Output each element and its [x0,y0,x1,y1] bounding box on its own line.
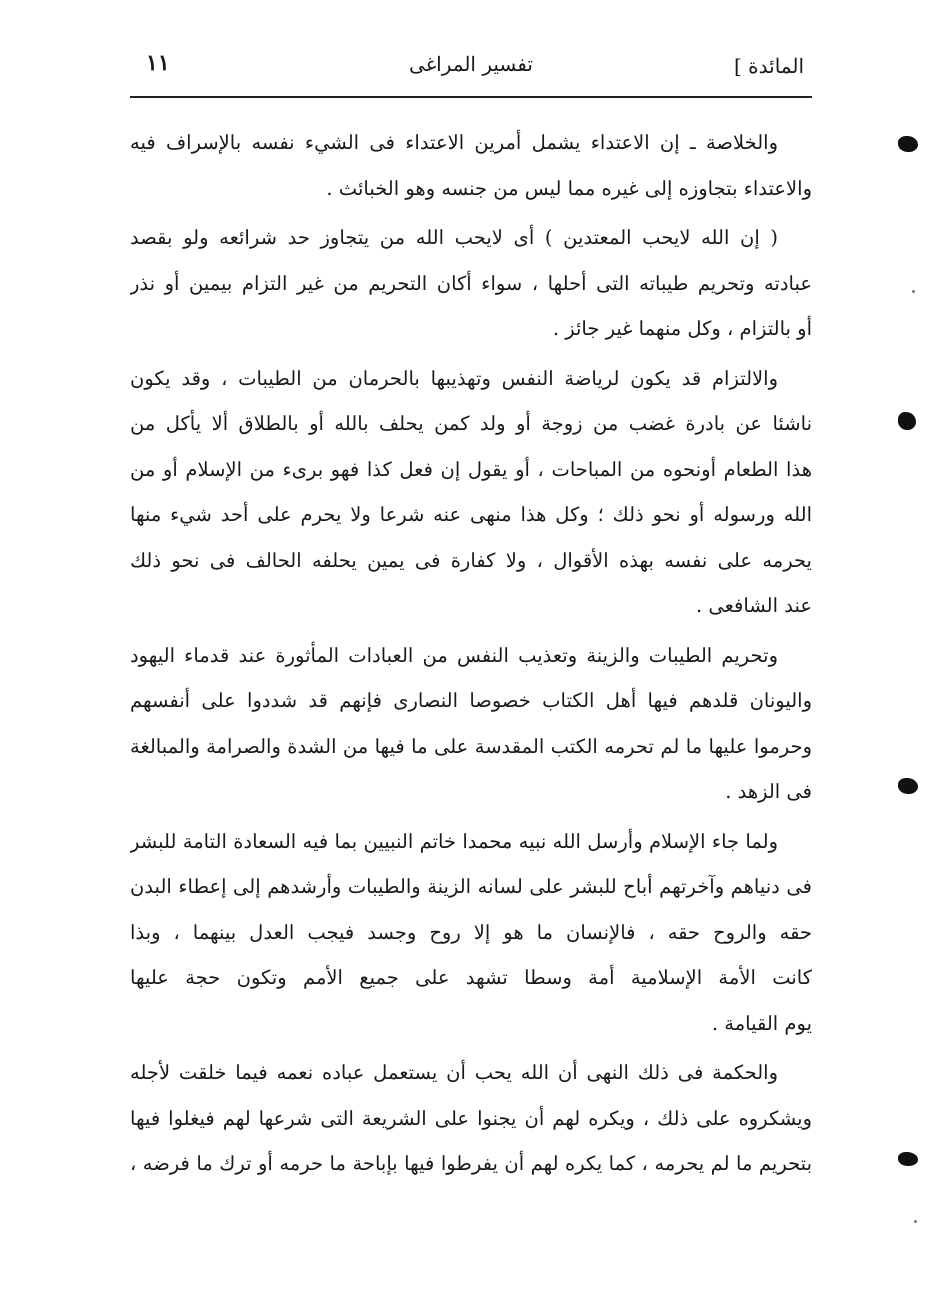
text-line: عند الشافعى . [695,594,812,617]
text-line: ويشكروه على ذلك ، ويكره لهم أن يجنوا على الشريعة التى شرعها لهم فيغلوا فيها [130,1106,812,1130]
scan-binding-mark [898,1152,918,1166]
text-line: والخلاصة ـ إن الاعتداء يشمل أمرين الاعتداء فى الشيء نفسه بالإسراف فيه [130,131,778,154]
text-line: حقه والروح حقه ، فالإنسان ما هو إلا روح وجسد فيجب العدل بينهما ، وبذا [130,920,812,944]
paragraph [130,633,812,815]
text-line: والحكمة فى ذلك النهى أن الله يحب أن يستعمل عباده نعمه فيما خلقت لأجله [130,1061,778,1084]
book-title: تفسير المراغى [409,52,533,76]
text-line: ناشئا عن بادرة غضب من زوجة أو ولد كمن يحلف بالله أو بالطلاق ألا يأكل من [130,412,812,435]
text-line: والالتزام قد يكون لرياضة النفس وتهذيبها بالحرمان من الطيبات ، وقد يكون [130,366,778,390]
text-line: كانت الأمة الإسلامية أمة وسطا تشهد على جميع الأمم وتكون حجة عليها [130,966,812,989]
text-line: يحرمه على نفسه بهذه الأقوال ، ولا كفارة فى يمين يحلفه الحالف فى نحو ذلك [130,548,812,572]
text-line: هذا الطعام أونحوه من المباحات ، أو يقول إن فعل كذا فهو برىء من الإسلام أو من [130,457,812,481]
text-line: فى دنياهم وآخرتهم أباح للبشر على لسانه الزينة والطيبات وأرشدهم إلى إعطاء البدن [130,875,812,898]
page-number: ١١ [146,50,170,76]
scan-binding-mark [898,778,918,794]
text-line: ( إن الله لايحب المعتدين ) أى لايحب الله من يتجاوز حد شرائعه ولو بقصد [130,226,778,249]
paragraph [130,1050,812,1187]
text-line: الله ورسوله أو نحو ذلك ؛ وكل هذا منهى عنه شرعا ولا يحرم على أحد شيء منها [130,503,812,526]
text-line: أو بالتزام ، وكل منهما غير جائز . [552,317,812,340]
text-line: بتحريم ما لم يحرمه ، كما يكره لهم أن يفرطوا فيها بإباحة ما حرمه أو ترك ما فرضه ، [130,1152,812,1175]
text-line: وحرموا عليها ما لم تحرمه الكتب المقدسة على ما فيها من الشدة والصرامة والمبالغة [130,734,812,758]
text-line: فى الزهد . [725,780,812,803]
text-line: واليونان قلدهم فيها أهل الكتاب خصوصا النصارى فإنهم قد شددوا على أنفسهم [130,689,812,712]
scan-speck [914,1220,917,1223]
text-line: عبادته وتحريم طيباته التى أحلها ، سواء أكان التحريم من غير التزام بيمين أو نذر [130,271,812,295]
text-line: والاعتداء بتجاوزه إلى غيره مما ليس من جنسه وهو الخبائث . [326,176,812,200]
paragraph [130,356,812,629]
paragraph [130,819,812,1047]
text-line: وتحريم الطيبات والزينة وتعذيب النفس من العبادات المأثورة عند قدماء اليهود [130,643,778,667]
text-line: يوم القيامة . [711,1011,812,1035]
scan-binding-mark [898,412,916,430]
scan-speck [912,290,915,293]
scan-binding-mark [898,136,918,152]
page-header [130,40,812,98]
paragraph [130,215,812,352]
header-rule [130,96,812,98]
surah-name: المائدة ] [733,54,804,78]
text-line: ولما جاء الإسلام وأرسل الله نبيه محمدا خاتم النبيين بما فيه السعادة التامة للبشر [130,829,778,853]
body-text [130,120,812,1187]
paragraph [130,120,812,211]
